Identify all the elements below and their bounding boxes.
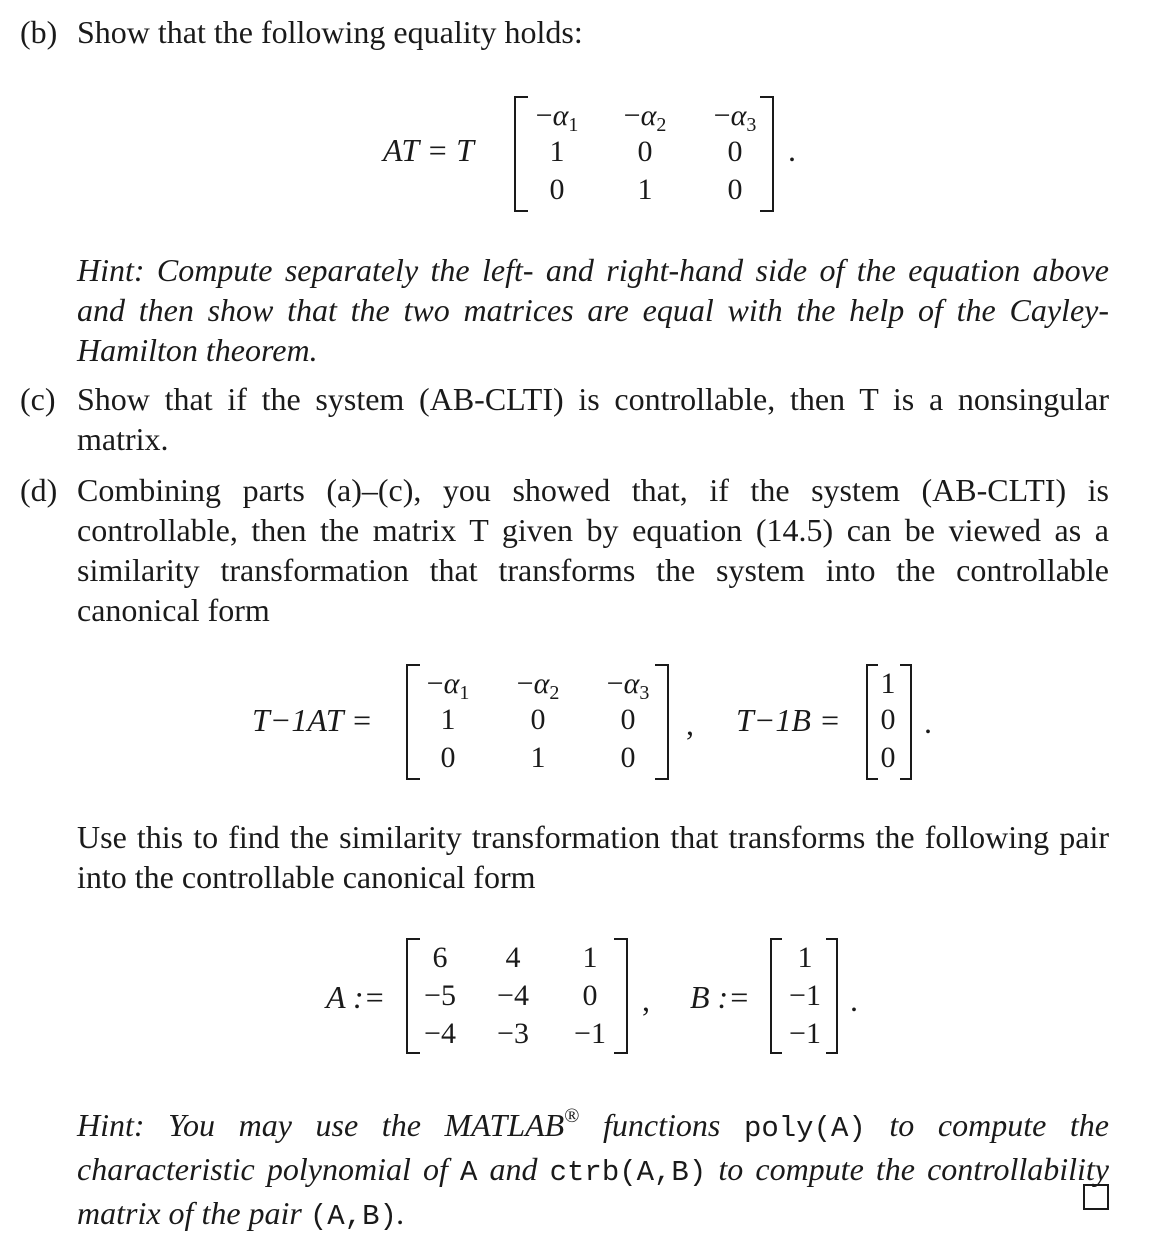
eq-lhs: AT = T <box>383 132 474 168</box>
eq2-lhs: T−1B = <box>736 702 841 738</box>
matrix-cell: 1 <box>549 135 565 168</box>
matrix-cell: $-\alpha_2$ <box>516 667 560 704</box>
code-ctrb: ctrb(A,B) <box>549 1156 707 1189</box>
matrix-cell: 0 <box>582 979 598 1012</box>
matrix-cell: 1 <box>582 941 598 974</box>
matrix-cell: −4 <box>497 979 529 1012</box>
vector-cell: −1 <box>789 1017 821 1050</box>
matrix-cell: 0 <box>727 135 743 168</box>
part-c-label: (c) <box>20 381 56 417</box>
matrix-cell: 1 <box>440 703 456 736</box>
part-b-label: (b) <box>20 14 58 50</box>
matrix-cell: 1 <box>530 741 546 774</box>
matrix-cell: 0 <box>440 741 456 774</box>
vector-cell: 1 <box>880 667 896 700</box>
eq1-lhs: T−1AT = <box>252 702 373 738</box>
matrix-cell: −3 <box>497 1017 529 1050</box>
qed-box-icon <box>1083 1184 1109 1210</box>
matrix-cell: 0 <box>620 703 636 736</box>
comma: , <box>642 982 650 1018</box>
b-lhs: B := <box>690 979 750 1015</box>
registered-mark: ® <box>564 1105 580 1127</box>
left-bracket <box>770 938 782 1054</box>
matrix-cell: $-\alpha_3$ <box>606 667 650 704</box>
matrix-cell: 0 <box>549 173 565 206</box>
left-bracket <box>514 96 528 212</box>
matrix-cell: $-\alpha_1$ <box>426 667 470 704</box>
code-pair: (A,B) <box>309 1200 397 1233</box>
matrix-cell: −1 <box>574 1017 606 1050</box>
part-c-text: Show that if the system (AB-CLTI) is controllable, then T is a nonsingular matrix. <box>77 381 1109 457</box>
right-bracket <box>655 664 669 780</box>
matrix-cell: −4 <box>424 1017 456 1050</box>
code-a: A <box>459 1156 478 1189</box>
matlab-hint: Hint: You may use the MATLAB® functions poly(A) to compute the characteristic polynomial of A and ctrb(A,B) to compute the controllability matrix of the pair (A,B). <box>77 1105 1110 1233</box>
vector-cell: 0 <box>880 741 896 774</box>
matrix-cell: 0 <box>530 703 546 736</box>
right-bracket <box>760 96 774 212</box>
right-bracket <box>826 938 838 1054</box>
part-d-label: (d) <box>20 472 58 508</box>
part-b-hint: Hint: Compute separately the left- and right-hand side of the equation above and then show that the two matrices are equal with the help of the Cayley-Hamilton theorem. <box>77 252 1109 368</box>
matrix-cell: 0 <box>620 741 636 774</box>
code-poly: poly(A) <box>743 1112 866 1145</box>
matrix-cell: $-\alpha_1$ <box>535 99 579 136</box>
matrix-cell: 6 <box>432 941 448 974</box>
period: . <box>850 982 858 1018</box>
a-lhs: A := <box>326 979 386 1015</box>
matrix-cell: 0 <box>637 135 653 168</box>
left-bracket <box>406 664 420 780</box>
period: . <box>924 704 932 740</box>
vector-cell: 1 <box>797 941 813 974</box>
matrix-cell: $-\alpha_2$ <box>623 99 667 136</box>
vector-cell: 0 <box>880 703 896 736</box>
vector-cell: −1 <box>789 979 821 1012</box>
matrix-cell: −5 <box>424 979 456 1012</box>
matrix-cell: 1 <box>637 173 653 206</box>
matrix-cell: 0 <box>727 173 743 206</box>
matrix-cell: 4 <box>505 941 521 974</box>
use-text: Use this to find the similarity transformation that transforms the following pair into the controllable canonical form <box>77 819 1109 895</box>
left-bracket <box>406 938 420 1054</box>
part-b-text: Show that the following equality holds: <box>77 14 583 50</box>
period: . <box>788 132 796 168</box>
part-d-text: Combining parts (a)–(c), you showed that, if the system (AB-CLTI) is controllable, then the matrix T given by equation (14.5) can be viewed as a similarity transformation that transforms the system into the controllable canonical form <box>77 472 1109 628</box>
right-bracket <box>900 664 912 780</box>
left-bracket <box>866 664 878 780</box>
matrix-cell: $-\alpha_3$ <box>713 99 757 136</box>
right-bracket <box>614 938 628 1054</box>
comma: , <box>686 706 694 742</box>
